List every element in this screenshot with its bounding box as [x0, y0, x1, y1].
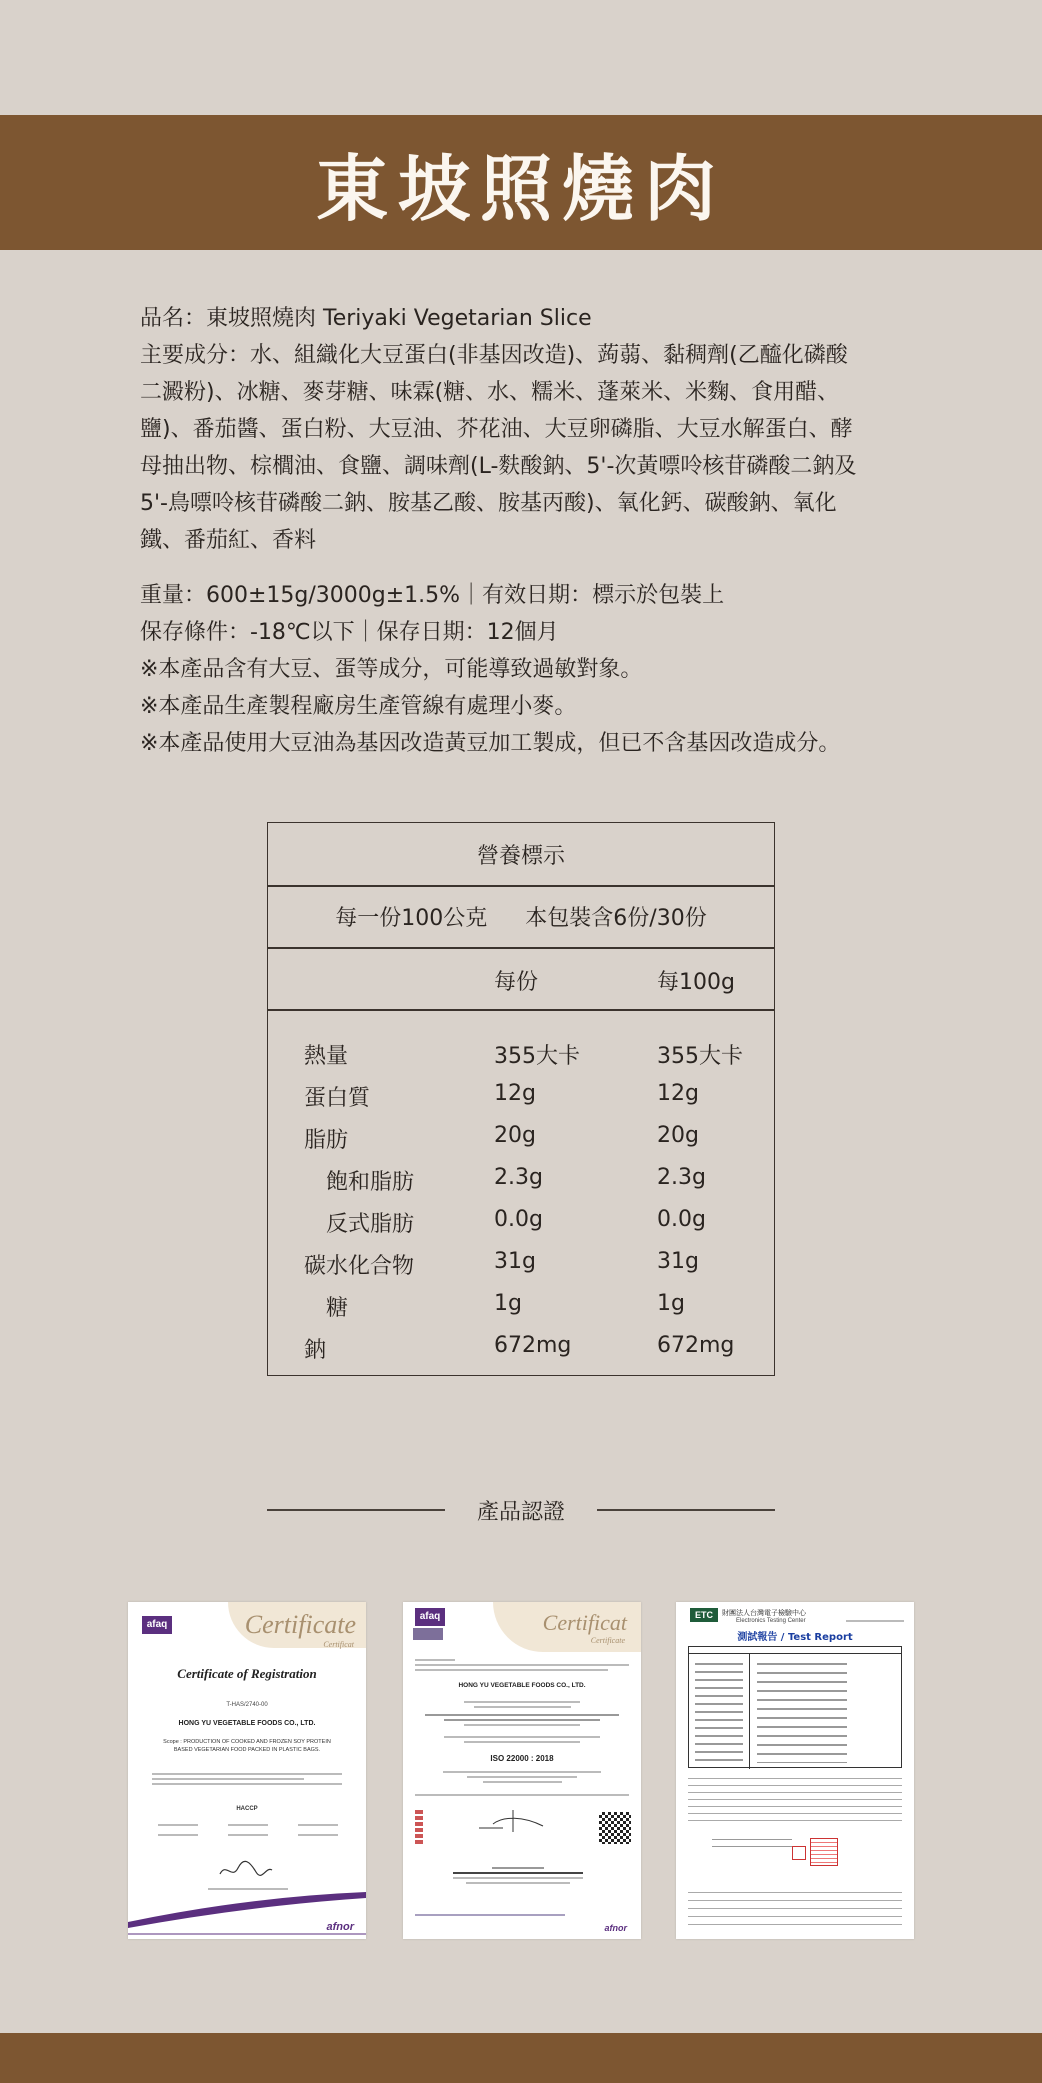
etc-test-report-image [676, 1602, 914, 1939]
cert-banner-subtext: Certificat [323, 1640, 354, 1649]
divider [268, 1009, 774, 1011]
nutrient-label: 飽和脂肪 [326, 1170, 415, 1195]
ingredients-line: 母抽出物、棕櫚油、食鹽、調味劑(L-麩酸鈉、5'-次黃嘌呤核苷磷酸二鈉及 [140, 454, 857, 479]
certification-heading [267, 1490, 775, 1530]
nutrition-row [268, 1117, 774, 1159]
nutrient-per-serving: 355大卡 [494, 1044, 580, 1069]
cert-title: Certificate of Registration [177, 1666, 317, 1681]
weight-expiry: 重量：600±15g/3000g±1.5%｜有效日期：標示於包裝上 [140, 583, 725, 608]
cert-body-text [152, 1770, 342, 1796]
column-headers [268, 947, 774, 1009]
ingredients-line: 二澱粉)、冰糖、麥芽糖、味霖(糖、水、糯米、蓬萊米、米麴、食用醋、 [140, 380, 840, 405]
nutrient-per-100g: 20g [657, 1123, 699, 1148]
ingredients-line: 主要成分：水、組織化大豆蛋白(非基因改造)、蒟蒻、黏稠劑(乙醯化磷酸 [140, 343, 848, 368]
nutrition-table [267, 822, 775, 1376]
nutrient-per-100g: 12g [657, 1081, 699, 1106]
nutrient-per-100g: 31g [657, 1249, 699, 1274]
cert-company: HONG YU VEGETABLE FOODS CO., LTD. [178, 1720, 316, 1727]
afnor-logo: afnor [326, 1921, 354, 1933]
iso22000-certificate-image [403, 1602, 641, 1939]
bottom-bar [0, 2033, 1042, 2083]
ingredients-line: 5'-鳥嘌呤核苷磷酸二鈉、胺基乙酸、胺基丙酸)、氧化鈣、碳酸鈉、氧化 [140, 491, 837, 516]
nutrient-per-100g: 0.0g [657, 1207, 706, 1232]
nutrient-per-serving: 672mg [494, 1333, 572, 1358]
divider [597, 1509, 775, 1511]
cert-intro-text [415, 1656, 629, 1674]
report-footer-text [688, 1888, 902, 1928]
nutrient-per-serving: 2.3g [494, 1165, 543, 1190]
nutrition-row [268, 1285, 774, 1327]
ingredients-line: 鹽)、番茄醬、蛋白粉、大豆油、芥花油、大豆卵磷脂、大豆水解蛋白、酵 [140, 417, 853, 442]
report-table [688, 1646, 902, 1768]
nutrition-title: 營養標示 [476, 843, 565, 869]
cert-number: T-HAS/2740-00 [226, 1702, 268, 1708]
nutrient-per-100g: 672mg [657, 1333, 735, 1358]
nutrient-label: 糖 [326, 1296, 349, 1321]
cert-signature-block [453, 1864, 583, 1887]
wheat-note: ※本產品生產製程廠房生產管線有處理小麥。 [140, 694, 577, 719]
certification-title: 產品認證 [477, 1499, 566, 1525]
nutrition-row [268, 1243, 774, 1285]
nutrient-per-100g: 1g [657, 1291, 685, 1316]
report-notes [688, 1774, 902, 1824]
nutrition-row [268, 1033, 774, 1075]
nutrient-per-serving: 12g [494, 1081, 536, 1106]
cert-banner-subtext: Certificate [590, 1636, 625, 1645]
product-title: 東坡照燒肉 [315, 145, 726, 231]
signature-icon [216, 1858, 276, 1882]
gmo-note: ※本產品使用大豆油為基因改造黃豆加工製成，但已不含基因改造成分。 [140, 731, 841, 756]
serving-size: 每一份100公克 [335, 905, 488, 931]
cert-banner-text: Certificate [244, 1610, 356, 1639]
haccp-certificate-image [128, 1602, 366, 1939]
test-report-title: 測試報告 / Test Report [737, 1632, 853, 1643]
etc-header: 財團法人台灣電子檢驗中心 [722, 1609, 806, 1617]
ingredients-line: 鐵、番茄紅、香料 [140, 528, 317, 553]
nutrient-label: 蛋白質 [304, 1086, 371, 1111]
nutrient-label: 熱量 [304, 1044, 349, 1069]
col-per-serving: 每份 [494, 970, 539, 995]
red-stamp-small [792, 1846, 806, 1860]
col-per-100g: 每100g [657, 970, 735, 995]
cert-company: HONG YU VEGETABLE FOODS CO., LTD. [458, 1682, 586, 1689]
cert-standard: ISO 22000 : 2018 [490, 1754, 554, 1763]
cert-dates [158, 1824, 338, 1846]
nutrient-per-100g: 2.3g [657, 1165, 706, 1190]
servings-per-package: 本包裝含6份/30份 [525, 905, 707, 931]
afaq-logo: afaq [142, 1616, 172, 1634]
nutrition-row [268, 1075, 774, 1117]
nutrient-per-serving: 31g [494, 1249, 536, 1274]
nutrient-per-serving: 0.0g [494, 1207, 543, 1232]
afaq-logo: afaq [415, 1608, 445, 1626]
nutrient-per-serving: 1g [494, 1291, 522, 1316]
storage-info: 保存條件：-18℃以下｜保存日期：12個月 [140, 620, 559, 645]
nutrient-label: 脂肪 [304, 1128, 349, 1153]
nutrition-row [268, 1159, 774, 1201]
product-info [140, 300, 910, 762]
nutrient-per-100g: 355大卡 [657, 1044, 743, 1069]
title-banner [0, 115, 1042, 250]
product-name: 品名：東坡照燒肉 Teriyaki Vegetarian Slice [140, 306, 592, 331]
cert-standard-notes [443, 1768, 601, 1786]
afnor-logo: afnor [604, 1923, 627, 1933]
nutrient-per-serving: 20g [494, 1123, 536, 1148]
cert-scope-text [425, 1698, 619, 1746]
etc-header-en: Electronics Testing Center [736, 1618, 806, 1624]
allergen-note: ※本產品含有大豆、蛋等成分，可能導致過敏對象。 [140, 657, 643, 682]
qr-code-icon [599, 1812, 631, 1844]
cert-scope: Scope : PRODUCTION OF COOKED AND FROZEN SOY PROTEIN BASED VEGETARIAN FOOD PACKED IN PLASTIC BAGS. [163, 1739, 331, 1753]
red-stamp-large [810, 1838, 838, 1866]
nutrition-row [268, 1327, 774, 1369]
etc-logo: ETC [690, 1608, 718, 1622]
nutrient-label: 鈉 [304, 1338, 327, 1363]
signature-icon [473, 1806, 553, 1836]
nutrient-label: 碳水化合物 [304, 1254, 415, 1279]
cert-standard: HACCP [236, 1806, 258, 1812]
nutrient-label: 反式脂肪 [326, 1212, 415, 1237]
nutrition-row [268, 1201, 774, 1243]
serving-info [268, 885, 774, 947]
divider [267, 1509, 445, 1511]
cert-banner-text: Certificat [542, 1610, 627, 1635]
